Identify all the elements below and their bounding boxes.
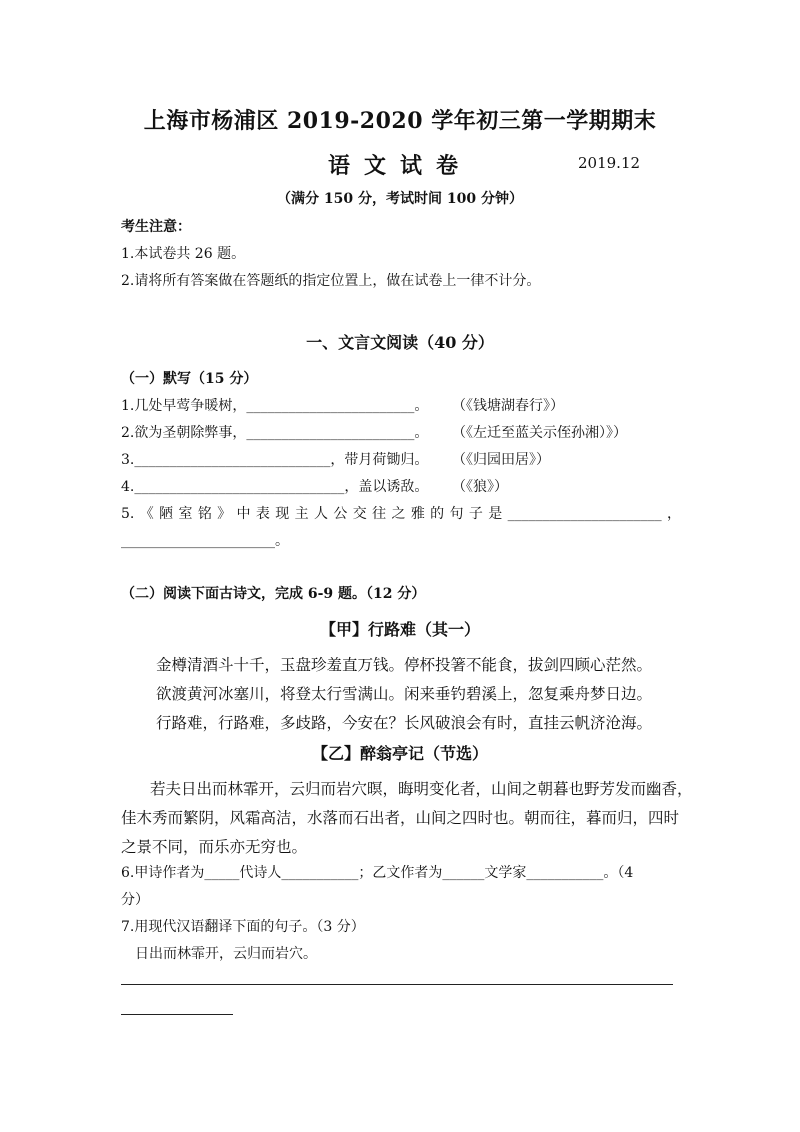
poem-a-line-2: 欲渡黄河冰塞川，将登太行雪满山。闲来垂钓碧溪上，忽复乘舟梦日边。 [156,685,653,703]
notice-heading: 考生注意： [121,219,191,235]
part2-heading: （二）阅读下面古诗文，完成 6-9 题。（12 分） [121,586,426,602]
poem-a-title: 【甲】行路难（其一） [319,620,480,639]
part1-heading: （一）默写（15 分） [121,371,258,387]
prose-b-line-2: 佳木秀而繁阴，风霜高洁，水落而石出者，山间之四时也。朝而往，暮而归，四时 [121,809,680,827]
prose-b-title: 【乙】醉翁亭记（节选） [311,744,488,763]
question-7-sentence: 日出而林霏开，云归而岩穴。 [135,946,317,962]
question-6-line-2: 分） [121,892,149,908]
question-7-heading: 7.用现代汉语翻译下面的句子。（3 分） [121,919,365,935]
score-info: （满分 150 分，考试时间 100 分钟） [277,191,523,207]
exam-date: 2019.12 [578,154,641,172]
question-5-line-2: ______________________。 [121,533,289,549]
answer-line-2 [121,1014,233,1015]
question-3-text: 3.____________________________，带月荷锄归。 [121,452,429,468]
exam-title: 上海市杨浦区 2019-2020 学年初三第一学期期末 [143,108,657,134]
notice-item-1: 1.本试卷共 26 题。 [121,246,246,262]
question-3-source: （《归园田居》） [452,452,550,468]
prose-b-line-1: 若夫日出而林霏开，云归而岩穴暝，晦明变化者，山间之朝暮也野芳发而幽香， [150,780,693,798]
question-2-source: （《左迁至蓝关示侄孙湘）》） [452,425,627,441]
question-2-text: 2.欲为圣朝除弊事，________________________。 [121,425,429,441]
prose-b-line-3: 之景不同，而乐亦无穷也。 [121,838,308,856]
exam-subject: 语文试卷 [327,153,472,179]
answer-line-1 [121,984,673,985]
question-1-source: （《钱塘湖春行》） [452,398,564,414]
poem-a-line-3: 行路难，行路难，多歧路，今安在？长风破浪会有时，直挂云帆济沧海。 [156,714,653,732]
question-1-text: 1.几处早莺争暖树，________________________。 [121,398,429,414]
poem-a-line-1: 金樽清酒斗十千，玉盘珍羞直万钱。停杯投箸不能食，拔剑四顾心茫然。 [156,656,653,674]
question-6-line-1: 6.甲诗作者为_____代诗人___________；乙文作者为______文学家___________。（4 [121,865,634,881]
question-5-line-1: 5.《陋室铭》中表现主人公交往之雅的句子是______________________， [121,506,681,522]
question-4-text: 4.______________________________，盖以诱敌。 [121,479,429,495]
question-4-source: （《狼》） [452,479,508,495]
notice-item-2: 2.请将所有答案做在答题纸的指定位置上，做在试卷上一律不计分。 [121,273,541,289]
section-heading: 一、文言文阅读（40 分） [306,333,494,352]
